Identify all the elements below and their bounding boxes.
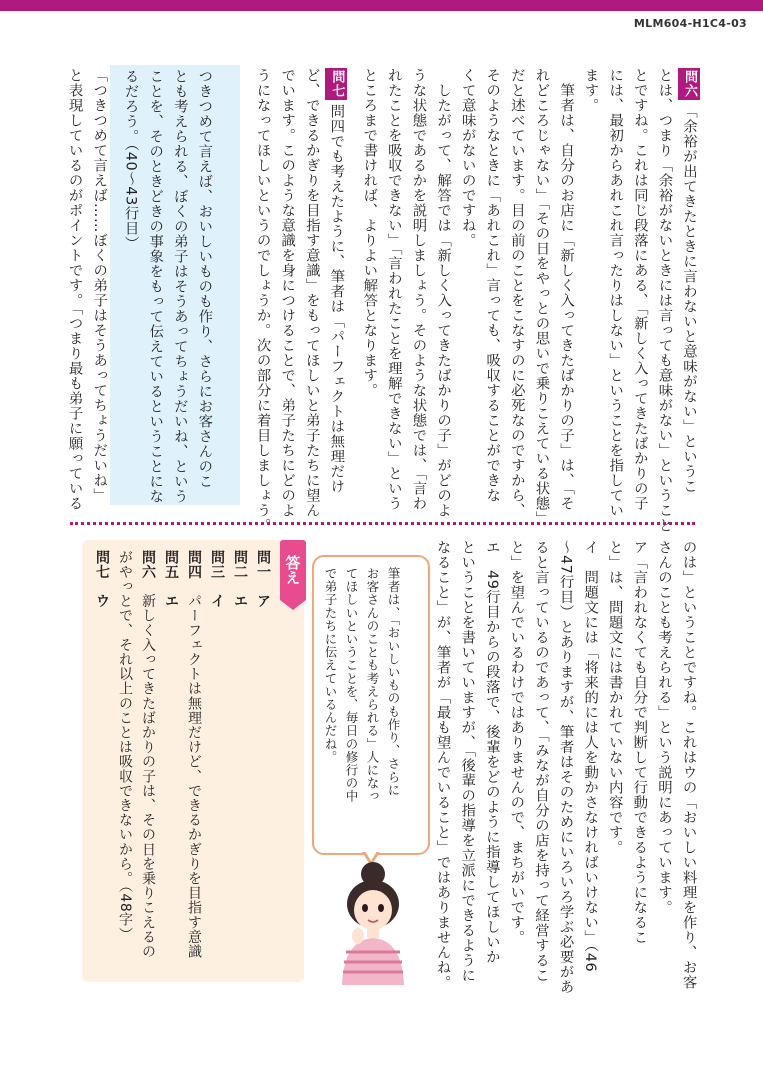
q6-line: 「余裕が出てきたときに言わないと意味がない」というこ	[681, 104, 697, 494]
section-divider	[70, 522, 695, 525]
page-code: MLM604-H1C4-03	[633, 17, 747, 30]
continued-section	[430, 540, 701, 995]
answer-box	[82, 540, 304, 982]
answer-value: エ	[163, 593, 179, 609]
quote-text	[118, 69, 216, 504]
q7-text	[250, 68, 348, 533]
q7-line: ど、できるかぎりを目指す意識」をもってほしいと弟子たちに望ん	[303, 68, 320, 518]
q6-section	[357, 68, 701, 533]
answer-value: イ	[209, 593, 225, 609]
quote-line: とも考えられる、ぼくの弟子はそうあってちょうだいね、という	[171, 69, 188, 504]
q6-line: そのようなときに「あれこれ」言っても、吸収することができな	[484, 68, 501, 503]
answer-label: 問一	[255, 550, 271, 580]
cont-line: イ 問題文には「将来的には人を動かさなければいけない」（46	[582, 540, 599, 973]
answer-value: パーフェクトは無理だけど、できるかぎりを目指す意識	[186, 593, 202, 959]
answer-label: 問六	[140, 550, 156, 580]
q6-line: くて意味がないのですね。	[459, 68, 476, 248]
answer-value: ウ	[94, 593, 110, 609]
cont-line: なること」が、筆者が「最も望んでいること」ではありませんね。	[434, 540, 451, 990]
q6-line: したがって、解答では「新しく入ってきたばかりの子」がどのよ	[435, 68, 452, 518]
speech-bubble	[312, 555, 430, 855]
cont-line: 〜47行目）とありますが、筆者はそのためにいろいろ学ぶ必要があ	[557, 540, 574, 995]
answer-value: 新しく入ってきたばかりの子は、その日を乗りこえるのがやっとで、それ以上のことは吸収できないから。（48字）	[117, 550, 156, 959]
q7-line: でいます。このような意識を身につけることで、弟子たちにどのよ	[279, 68, 296, 518]
q7-badge: 問七	[325, 68, 347, 100]
cont-line: のは」ということですね。これはウの「おいしい料理を作り、お客	[680, 540, 697, 990]
q6-line: とは、つまり「余裕がないときには言っても意味がない」ということ	[656, 68, 673, 533]
quote-box	[110, 65, 240, 505]
answer-value: ア	[255, 593, 271, 609]
cont-line: ということを書いていますが、「後輩の指導を立派にできるように	[459, 540, 476, 983]
q7-after	[62, 68, 111, 518]
answer-item	[186, 550, 202, 959]
answer-list	[90, 550, 274, 970]
q7-after-text	[62, 68, 111, 518]
q6-text	[357, 68, 701, 533]
q6-line: だと述べています。目の前のことをこなすのに必死なのですから、	[508, 68, 525, 518]
continued-text	[430, 540, 701, 995]
q6-line: れたことを吸収できない」「言われたことを理解できない」という	[385, 68, 402, 511]
answer-label: 問四	[186, 550, 202, 580]
q6-badge: 問六	[678, 68, 700, 100]
q7-line: うになってほしいというのでしょうか。次の部分に着目しましょう。	[254, 68, 271, 533]
bubble-line: 筆者は、「おいしいものも作り、さらに	[386, 567, 401, 797]
cont-line: と」を望んでいるわけではありませんので、まちがいです。	[508, 540, 525, 945]
answer-item	[232, 550, 248, 608]
q6-line: れどころじゃない」「その日をやっとの思いで乗りこえている状態」	[533, 68, 550, 526]
q6-line: ところまで書ければ、よりよい解答となります。	[361, 68, 378, 398]
top-accent-bar	[0, 0, 763, 11]
girl-illustration	[318, 860, 428, 985]
answer-item	[209, 550, 225, 608]
bubble-line: お客さんのことも考えられる」人になっ	[365, 567, 380, 803]
q7-after-line: と表現しているのがポイントです。「つまり最も弟子に願っている	[66, 68, 83, 511]
q6-line: 筆者は、自分のお店に「新しく入ってきたばかりの子」は、「そ	[558, 68, 575, 511]
bubble-line: で弟子たちに伝えているんだね。	[323, 567, 338, 764]
cont-line: と」は、問題文には書かれていない内容です。	[606, 540, 623, 855]
cont-line: さんのことも考えられる」という説明にあっています。	[655, 540, 672, 915]
answer-item	[163, 550, 179, 608]
cont-line: エ 49行目からの段落で、後輩をどのように指導してほしいか	[483, 540, 500, 965]
q7-section	[250, 68, 348, 533]
quote-line: ことを、そのときどきの事象をもって伝えているということにな	[147, 69, 164, 504]
answer-label: 問三	[209, 550, 225, 580]
answer-label: 問七	[94, 550, 110, 580]
cont-line: ると言っているのであって、「みなが自分の店を持って経営するこ	[532, 540, 549, 983]
q7-line: 問四でも考えたように、筆者は「パーフェクトは無理だけ	[328, 104, 345, 494]
answer-label: 問五	[163, 550, 179, 580]
q6-line: ます。	[582, 68, 599, 113]
answer-item	[94, 550, 110, 608]
bubble-line: てほしいということを、毎日の修行の中	[344, 567, 359, 803]
quote-line: るだろう。（40〜43行目）	[122, 69, 139, 251]
q6-line: には、最初からあれこれ言ったりはしない」ということを指してい	[607, 68, 624, 518]
bubble-text	[320, 567, 404, 847]
cont-line: ア「言われなくても自分で判断して行動できるようになるこ	[631, 540, 648, 945]
answer-item	[255, 550, 271, 608]
q6-line: とですね。これは同じ段落にある、「新しく入ってきたばかりの子	[631, 68, 648, 511]
answer-tab: 答え	[280, 540, 306, 600]
q7-after-line: 「つきつめて言えば……ぼくの弟子はそうあってちょうだいね」	[91, 68, 108, 503]
answer-item	[117, 550, 156, 959]
q6-line: うな状態であるかを説明しましょう。そのような状態では、「言わ	[410, 68, 427, 511]
quote-line: つきつめて言えば、おいしいものも作り、さらにお客さんのこ	[196, 69, 213, 489]
answer-label: 問二	[232, 550, 248, 580]
answer-value: エ	[232, 593, 248, 609]
